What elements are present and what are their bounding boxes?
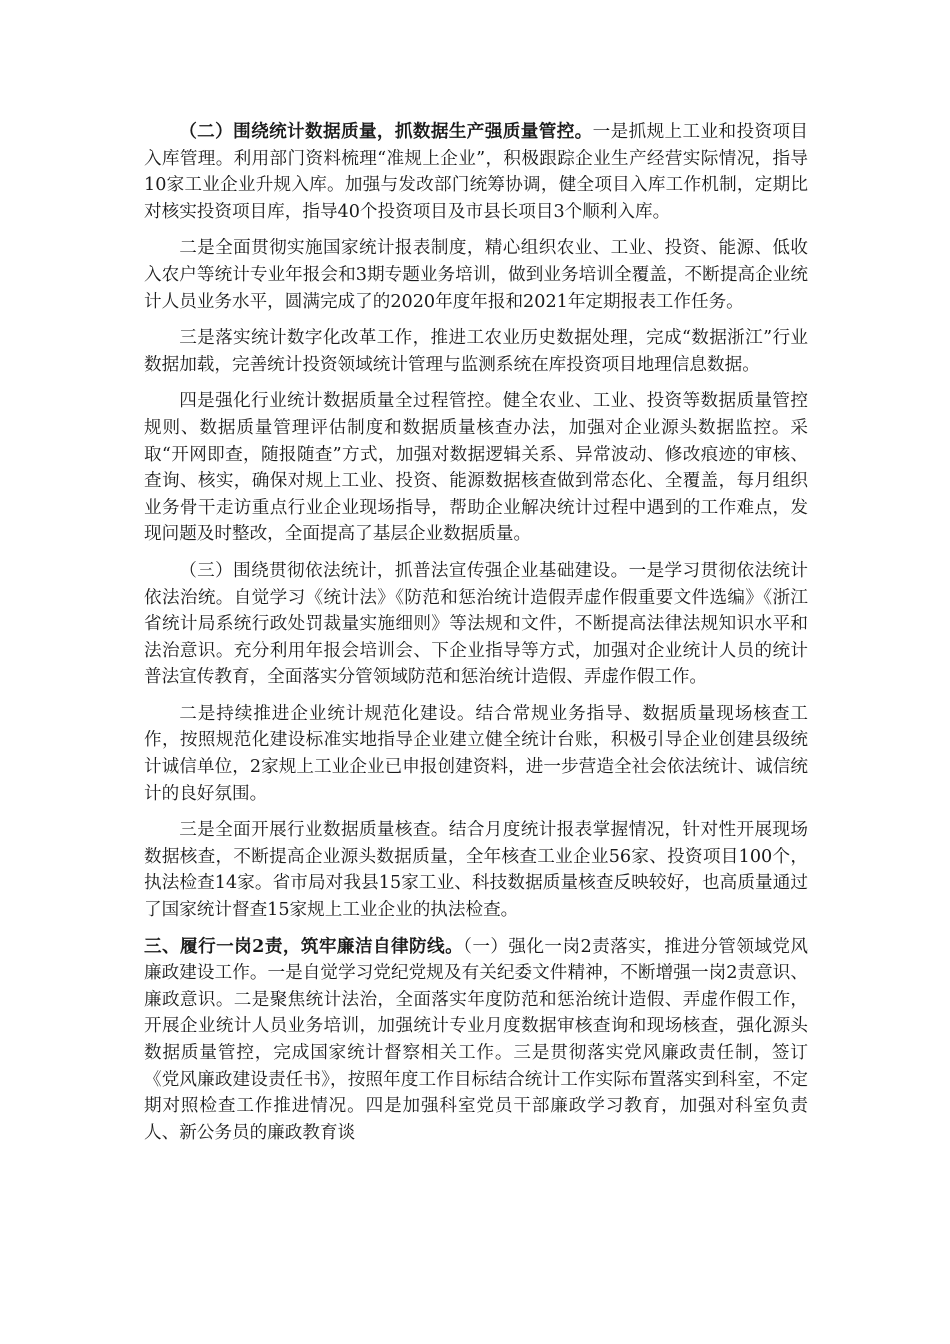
paragraph-heading: （二）围绕统计数据质量，抓数据生产强质量管控。 bbox=[179, 121, 593, 142]
paragraph-text: 三是落实统计数字化改革工作，推进工农业历史数据处理，完成“数据浙江”行业数据加载，完善统计投资领域统计管理与监测系统在库投资项目地理信息数据。 bbox=[144, 328, 808, 375]
paragraph-data-quality bbox=[144, 119, 808, 225]
paragraph-text: （三）围绕贯彻依法统计，抓普法宣传强企业基础建设。一是学习贯彻依法统计依法治统。自觉学习《统计法》《防范和惩治统计造假弄虚作假重要文件选编》《浙江省统计局系统行政处罚裁量实施细则》等法规和文件，不断提高法律法规知识水平和法治意识。充分利用年报会培训会、下企业指导等方式，加强对企业统计人员的统计普法宣传教育，全面落实分管领域防范和惩治统计造假、弄虚作假工作。 bbox=[144, 560, 808, 688]
paragraph-digital-reform bbox=[144, 325, 808, 378]
paragraph-text: 三是全面开展行业数据质量核查。结合月度统计报表掌握情况，针对性开展现场数据核查，不断提高企业源头数据质量，全年核查工业企业56家、投资项目100个，执法检查14家。省市局对我县15家工业、科技数据质量核查反映较好，也高质量通过了国家统计督查15家规上工业企业的执法检查。 bbox=[144, 820, 808, 921]
paragraph-report-system bbox=[144, 235, 808, 315]
paragraph-standardization bbox=[144, 701, 808, 807]
paragraph-quality-control bbox=[144, 388, 808, 548]
paragraph-integrity-section bbox=[144, 934, 808, 1147]
paragraph-text: 一是抓规上工业和投资项目入库管理。利用部门资料梳理“准规上企业”，积极跟踪企业生产经营实际情况，指导10家工业企业升规入库。加强与发改部门统筹协调，健全项目入库工作机制，定期比对核实投资项目库，指导40个投资项目及市县长项目3个顺利入库。 bbox=[144, 122, 808, 222]
paragraph-text: 二是持续推进企业统计规范化建设。结合常规业务指导、数据质量现场核查工作，按照规范化建设标准实地指导企业建立健全统计台账，积极引导企业创建县级统计诚信单位，2家规上工业企业已申报创建资料，进一步营造全社会依法统计、诚信统计的良好氛围。 bbox=[144, 703, 808, 804]
paragraph-data-verification bbox=[144, 817, 808, 923]
paragraph-lawful-statistics bbox=[144, 558, 808, 691]
paragraph-text: （一）强化一岗2责落实，推进分管领域党风廉政建设工作。一是自觉学习党纪党规及有关纪委文件精神，不断增强一岗2责意识、廉政意识。二是聚焦统计法治，全面落实年度防范和惩治统计造假、弄虚作假工作，开展企业统计人员业务培训，加强统计专业月度数据审核查询和现场核查，强化源头数据质量管控，完成国家统计督察相关工作。三是贯彻落实党风廉政责任制，签订《党风廉政建设责任书》，按照年度工作目标结合统计工作实际布置落实到科室，不定期对照检查工作推进情况。四是加强科室党员干部廉政学习教育，加强对科室负责人、新公务员的廉政教育谈 bbox=[144, 936, 808, 1143]
paragraph-text: 二是全面贯彻实施国家统计报表制度，精心组织农业、工业、投资、能源、低收入农户等统计专业年报会和3期专题业务培训，做到业务培训全覆盖，不断提高企业统计人员业务水平，圆满完成了的2020年度年报和2021年定期报表工作任务。 bbox=[144, 238, 808, 312]
section-heading: 三、履行一岗2责，筑牢廉洁自律防线。 bbox=[144, 935, 464, 957]
paragraph-text: 四是强化行业统计数据质量全过程管控。健全农业、工业、投资等数据质量管控规则、数据质量管理评估制度和数据质量核查办法，加强对企业源头数据监控。采取“开网即查，随报随查”方式，加强对数据逻辑关系、异常波动、修改痕迹的审核、查询、核实，确保对规上工业、投资、能源数据核查做到常态化、全覆盖，每月组织业务骨干走访重点行业企业现场指导，帮助企业解决统计过程中遇到的工作难点，发现问题及时整改，全面提高了基层企业数据质量。 bbox=[144, 391, 808, 545]
document-body bbox=[144, 119, 808, 1156]
